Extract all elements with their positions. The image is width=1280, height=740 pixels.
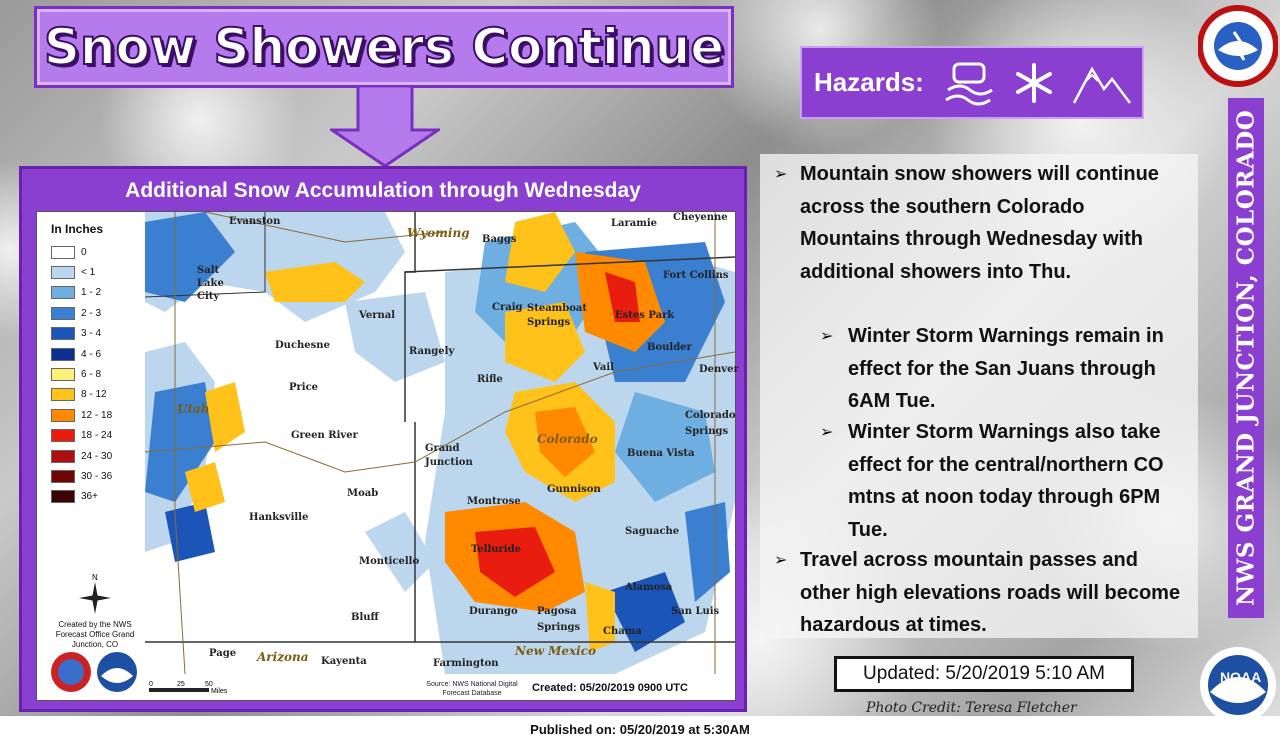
nws-logo-icon — [1198, 2, 1278, 92]
legend-row — [45, 324, 145, 344]
published-note: Published on: 05/20/2019 at 5:30AM — [530, 722, 750, 737]
place-chama: Chama — [603, 626, 642, 637]
place-page: Page — [209, 648, 237, 659]
place-monticello: Monticello — [359, 556, 420, 567]
legend-row — [45, 344, 145, 364]
photo-credit: Photo Credit: Teresa Fletcher — [866, 700, 1077, 716]
place-steamboat-springs: Steamboat Springs — [527, 303, 588, 328]
legend-label: 6 - 8 — [81, 369, 102, 381]
place-bluff: Bluff — [351, 612, 379, 623]
legend-row — [45, 303, 145, 323]
bullet-main-1: Mountain snow showers will continue across the southern Colorado Mountains through Wednesday with additional showers into Thu. — [800, 163, 1159, 283]
state-label-arizona: Arizona — [257, 650, 309, 664]
map-panel — [19, 166, 747, 712]
legend-swatch — [51, 307, 75, 320]
place-saguache: Saguache — [625, 526, 680, 537]
place-durango: Durango — [469, 606, 518, 617]
place-denver: Denver — [699, 364, 739, 375]
place-salt-lake-city: Salt Lake City — [197, 265, 224, 302]
legend-label: 12 - 18 — [81, 409, 113, 421]
discussion-bullets — [760, 154, 1198, 638]
place-san-luis: San Luis — [671, 606, 720, 617]
legend-row — [45, 262, 145, 282]
place-kayenta: Kayenta — [321, 656, 367, 667]
legend-swatch — [51, 490, 75, 503]
svg-text:25: 25 — [177, 681, 185, 688]
place-evanston: Evanston — [229, 216, 281, 227]
place-alamosa: Alamosa — [625, 582, 673, 593]
state-label-wyoming: Wyoming — [407, 226, 470, 240]
map-created: Created: 05/20/2019 0900 UTC — [532, 682, 688, 694]
place-cheyenne: Cheyenne — [673, 212, 728, 223]
place-moab: Moab — [347, 488, 379, 499]
place-craig: Craig — [492, 302, 523, 313]
nws-small-logo-icon — [49, 650, 93, 694]
svg-text:Miles: Miles — [211, 688, 228, 694]
legend-label: 18 - 24 — [81, 430, 113, 442]
legend-row — [45, 466, 145, 486]
legend-row — [45, 426, 145, 446]
bullet-arrow-icon: ➢ — [820, 424, 834, 441]
legend-label: 8 - 12 — [81, 389, 107, 401]
legend-label: 4 - 6 — [81, 348, 102, 360]
legend-swatch — [51, 327, 75, 340]
hazards-label: Hazards: — [814, 67, 924, 97]
bullet-sub-2: Winter Storm Warnings also take effect for the central/northern CO mtns at noon today through 6PM Tue. — [848, 421, 1164, 541]
page-title: Snow Showers Continue — [43, 18, 725, 76]
place-price: Price — [289, 382, 319, 393]
legend-swatch — [51, 266, 75, 279]
title-banner — [34, 6, 734, 88]
legend-label: < 1 — [81, 267, 96, 279]
legend-title: In Inches — [51, 222, 104, 236]
legend-row — [45, 385, 145, 405]
mountains-icon — [1072, 61, 1132, 105]
legend-row — [45, 242, 145, 262]
place-pagosa-springs: Pagosa Springs — [537, 606, 581, 633]
created-by-text: Created by the NWS Forecast Office Grand Junction, CO — [55, 620, 135, 649]
compass-icon — [75, 572, 115, 616]
state-label-new-mexico: New Mexico — [515, 644, 597, 658]
legend-row — [45, 283, 145, 303]
place-fort-collins: Fort Collins — [663, 270, 729, 281]
place-vernal: Vernal — [359, 310, 396, 321]
place-grand-junction: Grand Junction — [425, 443, 473, 468]
svg-text:N: N — [92, 573, 98, 582]
legend-row — [45, 487, 145, 507]
legend-swatch — [51, 470, 75, 483]
legend-label: 0 — [81, 246, 87, 258]
place-duchesne: Duchesne — [275, 340, 330, 351]
map-source: Source: NWS National Digital Forecast Database — [426, 681, 518, 697]
bullet-arrow-icon: ➢ — [820, 328, 834, 345]
created-by-note — [45, 573, 145, 650]
legend-swatch — [51, 409, 75, 422]
state-label-colorado: Colorado — [537, 432, 598, 446]
side-banner-text: NWS GRAND JUNCTION, COLORADO — [1232, 109, 1260, 607]
place-vail: Vail — [593, 362, 614, 373]
place-laramie: Laramie — [611, 218, 658, 229]
place-buena-vista: Buena Vista — [627, 448, 695, 459]
place-green-river: Green River — [291, 430, 358, 441]
bullet-arrow-icon: ➢ — [774, 166, 788, 183]
map-legend — [45, 220, 145, 507]
legend-swatch — [51, 388, 75, 401]
place-boulder: Boulder — [647, 342, 692, 353]
svg-text:50: 50 — [205, 681, 213, 688]
snow-accumulation-map — [36, 211, 739, 701]
bullet-main-2: Travel across mountain passes and other high elevations roads will become hazardous at times. — [800, 549, 1181, 636]
legend-row — [45, 405, 145, 425]
legend-label: 3 - 4 — [81, 328, 102, 340]
map-title: Additional Snow Accumulation through Wednesday — [125, 179, 641, 202]
state-label-utah: Utah — [177, 402, 210, 416]
place-rifle: Rifle — [477, 374, 503, 385]
place-baggs: Baggs — [482, 234, 517, 245]
legend-label: 30 - 36 — [81, 470, 113, 482]
noaa-small-logo-icon — [95, 650, 139, 694]
legend-swatch — [51, 246, 75, 259]
hazards-box — [800, 46, 1144, 119]
scale-bar — [149, 678, 249, 699]
legend-label: 2 - 3 — [81, 307, 102, 319]
legend-swatch — [51, 286, 75, 299]
place-hanksville: Hanksville — [249, 512, 309, 523]
legend-swatch — [51, 450, 75, 463]
place-rangely: Rangely — [409, 346, 455, 357]
bullet-sub-1: Winter Storm Warnings remain in effect for the San Juans through 6AM Tue. — [848, 325, 1164, 412]
place-telluride: Telluride — [471, 544, 521, 555]
bullet-arrow-icon: ➢ — [774, 552, 788, 569]
svg-text:0: 0 — [149, 681, 153, 688]
svg-text:NOAA: NOAA — [1220, 669, 1262, 685]
place-montrose: Montrose — [467, 496, 521, 507]
place-colorado-springs: Colorado Springs — [685, 410, 736, 437]
updated-timestamp: Updated: 5/20/2019 5:10 AM — [834, 656, 1134, 692]
down-arrow-icon — [330, 86, 440, 168]
legend-label: 1 - 2 — [81, 287, 102, 299]
legend-label: 24 - 30 — [81, 450, 113, 462]
legend-swatch — [51, 348, 75, 361]
legend-label: 36+ — [81, 491, 98, 503]
legend-swatch — [51, 368, 75, 381]
place-gunnison: Gunnison — [547, 484, 601, 495]
legend-row — [45, 364, 145, 384]
legend-row — [45, 446, 145, 466]
legend-swatch — [51, 429, 75, 442]
place-farmington: Farmington — [433, 658, 499, 669]
place-estes-park: Estes Park — [615, 310, 675, 321]
snowflake-icon — [1014, 63, 1054, 103]
slippery-road-icon — [942, 60, 996, 106]
